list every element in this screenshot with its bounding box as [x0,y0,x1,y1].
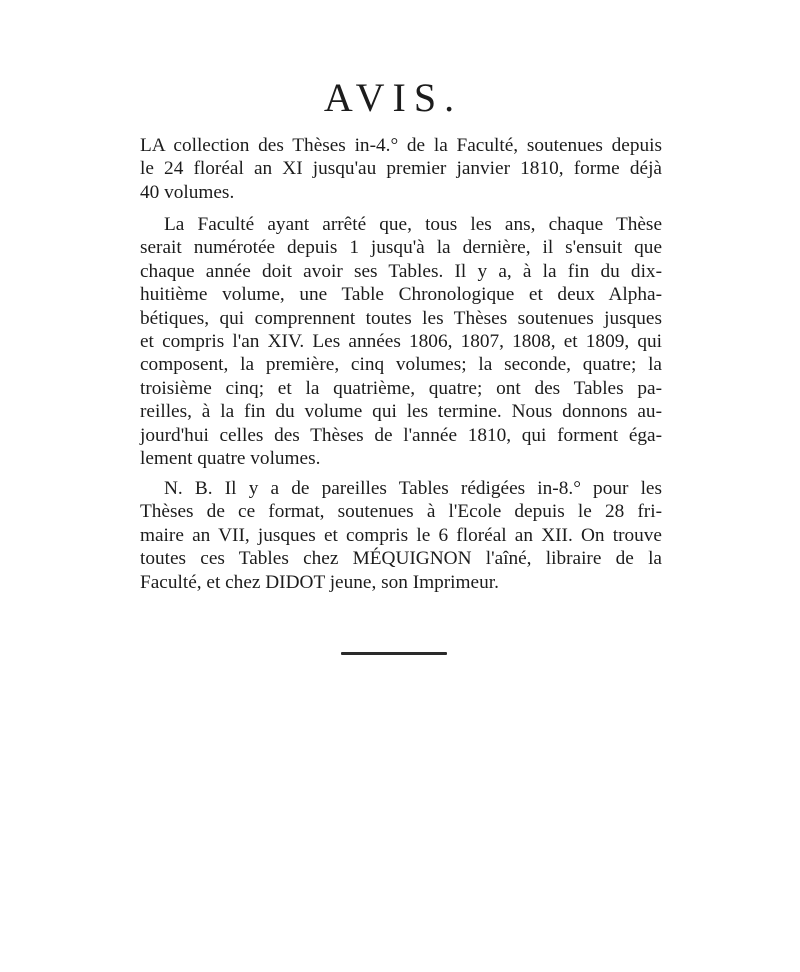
closing-rule [341,652,447,655]
text-line: composent, la première, cinq volumes; la seconde, quatre; la [140,354,662,376]
text-line: LA collection des Thèses in-4.° de la Faculté, soutenues depuis [140,135,662,156]
text-line: Faculté, et chez DIDOT jeune, son Imprimeur. [140,571,499,593]
text-line: troisième cinq; et la quatrième, quatre; ont des Tables pa- [140,377,662,399]
text-line: le 24 floréal an XI jusqu'au premier janvier 1810, forme déjà [140,158,662,180]
paragraph-tables [140,213,662,470]
text-line: La Faculté ayant arrêté que, tous les ans, chaque Thèse [164,214,662,235]
page-title: AVIS. [323,75,463,120]
text-line: jourd'hui celles des Thèses de l'année 1810, qui forment éga- [140,424,662,446]
text-line: serait numérotée depuis 1 jusqu'à la dernière, il s'ensuit que [140,237,662,259]
text-line: 40 volumes. [140,181,235,203]
text-line: lement quatre volumes. [140,448,321,470]
text-line: toutes ces Tables chez MÉQUIGNON l'aîné, libraire de la [140,548,662,570]
text-line: reilles, à la fin du volume qui les termine. Nous donnons au- [140,401,662,423]
text-line: Thèses de ce format, soutenues à l'Ecole depuis le 28 fri- [140,501,662,523]
text-line: bétiques, qui comprennent toutes les Thèses soutenues jusques [140,307,662,329]
text-line: maire an VII, jusques et compris le 6 floréal an XII. On trouve [140,524,662,546]
text-line: huitième volume, une Table Chronologique et deux Alpha- [140,284,662,306]
paragraph-nota-bene [140,477,662,594]
paragraph-collection [140,134,662,204]
text-line: et compris l'an XIV. Les années 1806, 1807, 1808, et 1809, qui [140,331,662,353]
text-line: N. B. Il y a de pareilles Tables rédigées in-8.° pour les [164,478,662,499]
text-line: chaque année doit avoir ses Tables. Il y a, à la fin du dix- [140,260,662,282]
